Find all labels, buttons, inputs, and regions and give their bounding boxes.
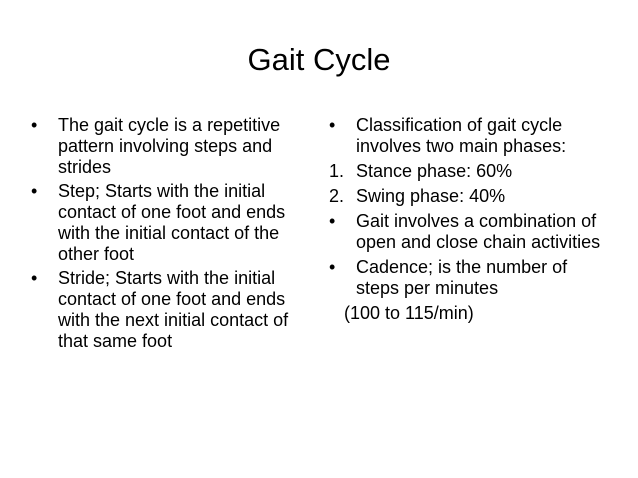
continuation-line: (100 to 115/min)	[344, 303, 474, 323]
list-item-text: Classification of gait cycle involves two main phases:	[356, 115, 567, 156]
list-item-text: Stance phase: 60%	[356, 161, 513, 181]
left-bullet-list	[31, 115, 293, 355]
list-item	[31, 268, 293, 352]
list-item-text: The gait cycle is a repetitive pattern involving steps and strides	[58, 115, 281, 177]
number-marker: 2.	[329, 186, 345, 206]
bullet-marker: •	[329, 115, 336, 135]
slide-title: Gait Cycle	[247, 42, 391, 77]
number-marker: 1.	[329, 161, 345, 181]
bullet-marker: •	[31, 115, 38, 135]
bullet-marker: •	[31, 268, 38, 288]
list-item-text: Step; Starts with the initial contact of one foot and ends with the initial contact of the other foot	[58, 181, 286, 264]
numbered-item	[329, 186, 604, 207]
list-item-text: Gait involves a combination of open and close chain activities	[356, 211, 601, 252]
bullet-marker: •	[329, 211, 336, 231]
bullet-marker: •	[31, 181, 38, 201]
bullet-marker: •	[329, 257, 336, 277]
list-item	[329, 257, 604, 299]
list-item-text: Cadence; is the number of steps per minutes	[356, 257, 568, 298]
list-item-text: Stride; Starts with the initial contact of one foot and ends with the next initial contact of that same foot	[58, 268, 289, 351]
list-item	[31, 115, 293, 178]
list-item	[329, 115, 604, 157]
list-item	[31, 181, 293, 265]
list-item-text: Swing phase: 40%	[356, 186, 506, 206]
list-item	[329, 211, 604, 253]
numbered-item	[329, 161, 604, 182]
right-bullet-list	[329, 115, 604, 324]
